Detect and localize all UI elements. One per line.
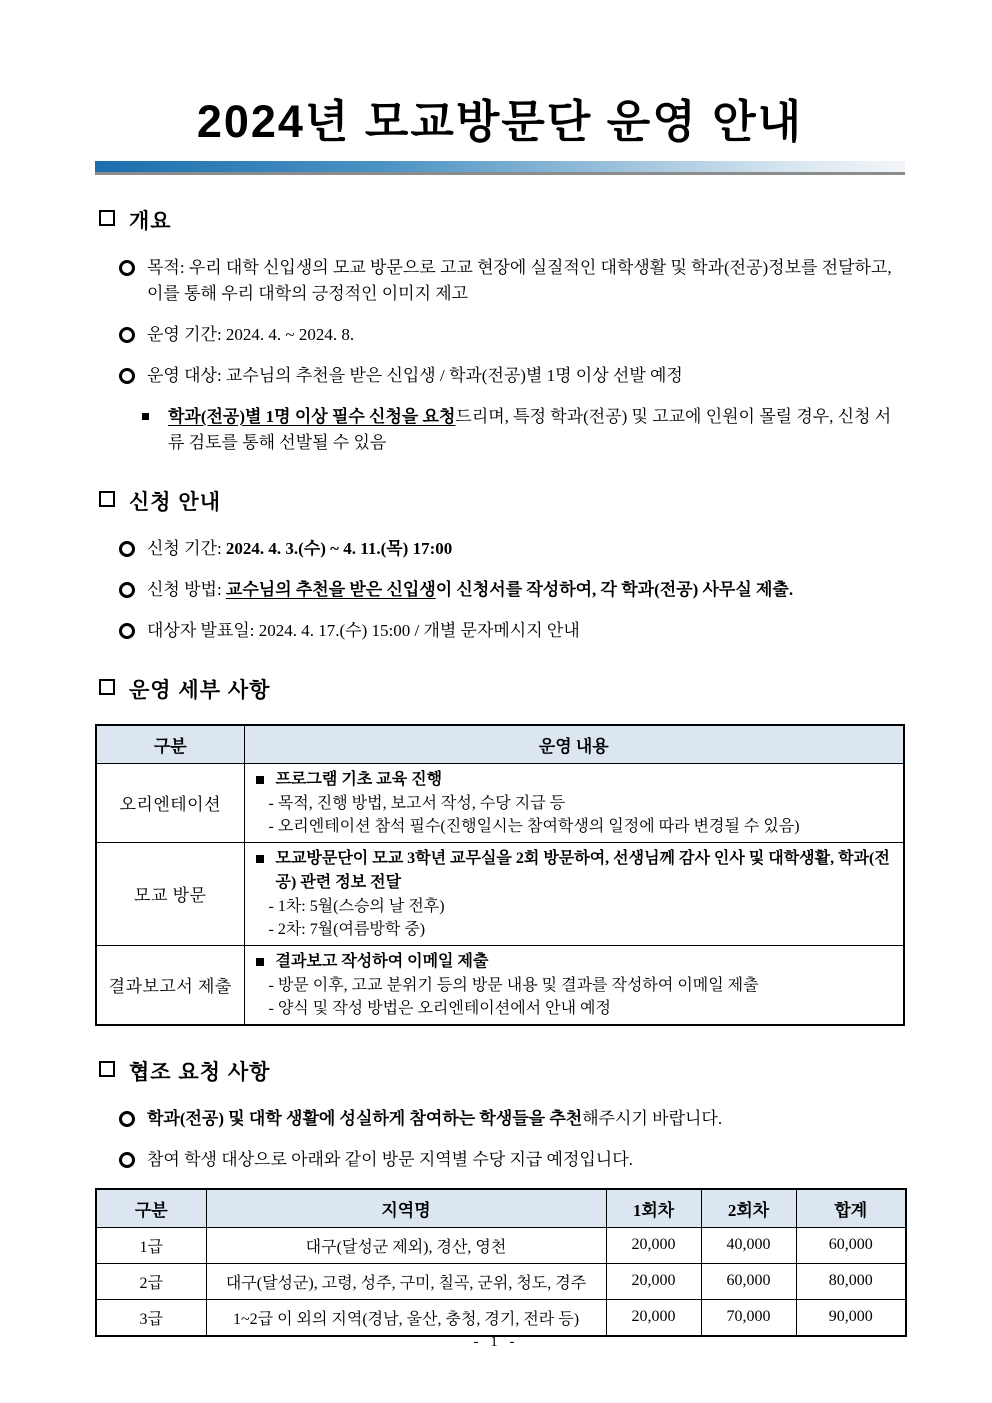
bullet-text-emphasis: 2024. 4. 3.(수) ~ 4. 11.(목) 17:00 [225,538,453,558]
page-number: - 1 - [473,1334,519,1350]
list-item [95,255,905,307]
hollow-circle-bullet-icon [119,1152,135,1168]
hollow-circle-bullet-icon [119,582,135,598]
list-item [95,1147,905,1173]
bullet-text-emphasis: 학과(전공)별 1명 이상 필수 신청을 요청 [168,406,456,426]
document-page [95,0,905,1337]
row-label: 모교 방문 [96,842,244,945]
bullet-text: 목적: 우리 대학 신입생의 모교 방문으로 고교 현장에 실질적인 대학생활 및 학과(전공)정보를 전달하고, 이를 통해 우리 대학의 긍정적인 이미지 제고 [147,257,892,303]
cell-subitem: - 오리엔테이션 참석 필수(진행일시는 참여학생의 일정에 따라 변경될 수 있음) [268,817,800,835]
bullet-text: 해주시기 바랍니다. [582,1108,723,1128]
table-cell: 90,000 [796,1299,906,1336]
table-cell: 1급 [96,1227,206,1263]
cell-subitem: - 방문 이후, 고교 분위기 등의 방문 내용 및 결과를 작성하여 이메일 제출 [268,976,759,994]
table-cell: 40,000 [701,1227,796,1263]
section-heading-text: 협조 요청 사항 [129,1060,271,1084]
table-row [96,1263,906,1299]
table-cell: 3급 [96,1299,206,1336]
bullet-text: 드리며, 특정 학과(전공) 및 고교에 인원이 몰릴 경우, 신청 서류 검토를 통해 선발될 수 있음 [168,406,892,452]
table-cell: 1~2급 이 외의 지역(경남, 울산, 충청, 경기, 전라 등) [206,1299,606,1336]
list-item [95,363,905,389]
details-table [95,724,905,1026]
filled-square-bullet-icon [256,958,264,966]
bullet-text: 참여 학생 대상으로 아래와 같이 방문 지역별 수당 지급 예정입니다. [147,1149,633,1169]
cell-heading [253,847,896,895]
hollow-square-icon [99,491,115,507]
table-cell: 20,000 [606,1299,701,1336]
section-heading-text: 신청 안내 [129,490,221,514]
row-content [244,842,904,945]
bullet-text: 운영 대상: 교수님의 추천을 받은 신입생 / 학과(전공)별 1명 이상 선발 예정 [147,365,683,385]
table-cell: 대구(달성군), 고령, 성주, 구미, 칠곡, 군위, 청도, 경주 [206,1263,606,1299]
table-cell: 20,000 [606,1227,701,1263]
hollow-circle-bullet-icon [119,368,135,384]
cell-heading-text: 모교방문단이 모교 3학년 교무실을 2회 방문하여, 선생님께 감사 인사 및 대학생활, 학과(전공) 관련 정보 전달 [275,849,890,891]
row-label: 결과보고서 제출 [96,945,244,1025]
column-header: 지역명 [206,1189,606,1228]
section-header-details [95,674,905,704]
bullet-text: 대상자 발표일: 2024. 4. 17.(수) 15:00 / 개별 문자메시지 안내 [147,620,580,640]
cell-subitem: - 1차: 5월(스승의 날 전후) [268,897,445,915]
hollow-circle-bullet-icon [119,1111,135,1127]
bullet-text-emphasis: 학과(전공) 및 대학 생활에 성실하게 참여하는 학생들을 추천 [147,1108,583,1128]
section-header-overview [95,205,905,235]
sub-list-item [95,404,905,456]
table-row [96,763,904,842]
table-row [96,1227,906,1263]
column-header: 구분 [96,725,244,764]
row-label: 오리엔테이션 [96,763,244,842]
filled-square-bullet-icon [256,855,264,863]
hollow-circle-bullet-icon [119,327,135,343]
cell-heading [253,768,896,792]
cell-subitem: - 목적, 진행 방법, 보고서 작성, 수당 지급 등 [268,794,566,812]
column-header: 구분 [96,1189,206,1228]
table-row [96,1299,906,1336]
table-cell: 60,000 [701,1263,796,1299]
list-item [95,322,905,348]
section-heading-text: 운영 세부 사항 [129,678,271,702]
row-content [244,945,904,1025]
hollow-square-icon [99,1061,115,1077]
hollow-circle-bullet-icon [119,260,135,276]
table-row [96,945,904,1025]
table-header-row [96,1189,906,1228]
small-filled-square-bullet-icon [142,413,149,420]
hollow-square-icon [99,679,115,695]
bullet-text: 신청 기간: [147,538,226,558]
row-content [244,763,904,842]
title-accent-bar [95,161,905,172]
list-item [95,577,905,603]
table-row [96,842,904,945]
bullet-text-emphasis: 교수님의 추천을 받은 신입생 [225,579,436,599]
table-cell: 80,000 [796,1263,906,1299]
hollow-square-icon [99,210,115,226]
bullet-text: 신청 방법: [147,579,226,599]
title-accent-underline [95,172,905,175]
table-cell: 60,000 [796,1227,906,1263]
hollow-circle-bullet-icon [119,541,135,557]
section-header-application [95,486,905,516]
bullet-text: 운영 기간: 2024. 4. ~ 2024. 8. [147,324,355,344]
column-header: 합계 [796,1189,906,1228]
list-item [95,536,905,562]
column-header: 2회차 [701,1189,796,1228]
bullet-text-emphasis: 이 신청서를 작성하여, 각 학과(전공) 사무실 제출. [435,579,794,599]
table-cell: 70,000 [701,1299,796,1336]
cell-subitem: - 양식 및 작성 방법은 오리엔테이션에서 안내 예정 [268,999,611,1017]
column-header: 운영 내용 [244,725,904,764]
column-header: 1회차 [606,1189,701,1228]
allowance-table [95,1188,907,1337]
section-header-cooperation [95,1056,905,1086]
section-heading-text: 개요 [129,209,172,233]
table-cell: 20,000 [606,1263,701,1299]
hollow-circle-bullet-icon [119,623,135,639]
cell-subitem: - 2차: 7월(여름방학 중) [268,920,426,938]
filled-square-bullet-icon [256,776,264,784]
table-header-row [96,725,904,764]
page-title: 2024년 모교방문단 운영 안내 [196,96,804,147]
cell-heading-text: 프로그램 기초 교육 진행 [275,770,443,788]
table-cell: 2급 [96,1263,206,1299]
table-cell: 대구(달성군 제외), 경산, 영천 [206,1227,606,1263]
list-item [95,1106,905,1132]
list-item [95,618,905,644]
cell-heading-text: 결과보고 작성하여 이메일 제출 [275,952,489,970]
cell-heading [253,950,896,974]
